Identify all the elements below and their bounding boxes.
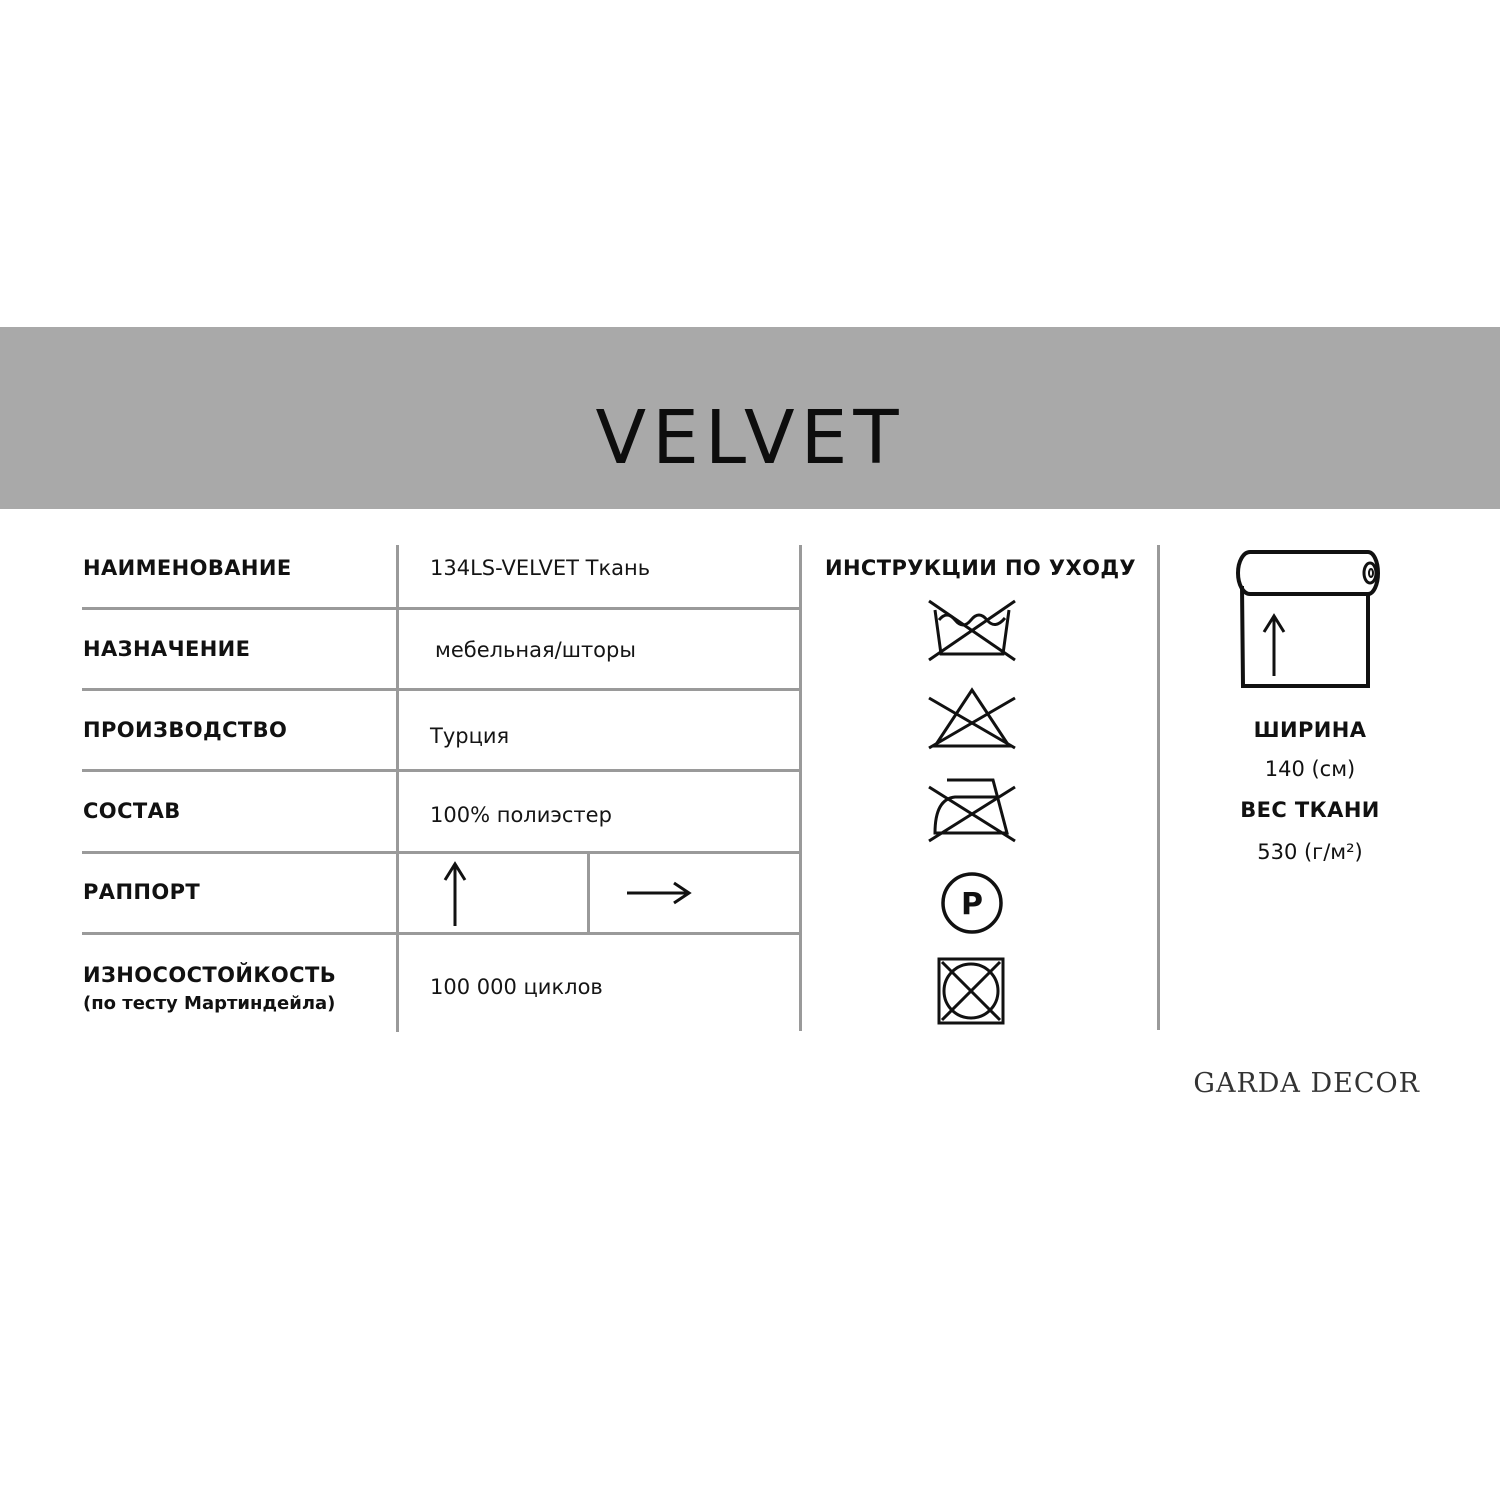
value-name: 134LS-VELVET Ткань xyxy=(430,556,651,580)
row-divider xyxy=(82,851,800,854)
column-divider xyxy=(396,545,399,1032)
label-origin: ПРОИЗВОДСТВО xyxy=(83,718,288,742)
label-name: НАИМЕНОВАНИЕ xyxy=(83,556,292,580)
label-durability: ИЗНОСОСТОЙКОСТЬ xyxy=(83,963,337,987)
weight-label: ВЕС ТКАНИ xyxy=(1240,798,1380,822)
section-divider xyxy=(1157,545,1160,1030)
weight-value: 530 (г/м²) xyxy=(1257,840,1363,864)
dry-clean-p-icon xyxy=(939,870,1005,936)
row-divider xyxy=(82,932,800,935)
row-divider xyxy=(82,769,800,772)
row-divider xyxy=(82,688,800,691)
label-purpose: НАЗНАЧЕНИЕ xyxy=(83,637,251,661)
width-value: 140 (см) xyxy=(1264,757,1356,781)
no-wash-icon xyxy=(925,598,1020,663)
section-divider xyxy=(799,545,802,1031)
arrow-up-icon xyxy=(440,860,470,930)
no-iron-icon xyxy=(925,775,1020,845)
brand-logo: GARDA DECOR xyxy=(1193,1068,1420,1099)
value-composition: 100% полиэстер xyxy=(430,803,612,827)
label-composition: СОСТАВ xyxy=(83,799,181,823)
care-title: ИНСТРУКЦИИ ПО УХОДУ xyxy=(824,556,1137,580)
value-purpose: мебельная/шторы xyxy=(435,638,636,662)
value-durability: 100 000 циклов xyxy=(430,975,603,999)
label-rapport: РАППОРТ xyxy=(83,880,201,904)
value-origin: Турция xyxy=(430,724,510,748)
arrow-right-icon xyxy=(624,878,694,908)
label-durability-note: (по тесту Мартиндейла) xyxy=(83,993,336,1014)
fabric-roll-icon xyxy=(1228,544,1388,694)
width-label: ШИРИНА xyxy=(1253,718,1367,742)
no-tumble-dry-icon xyxy=(936,956,1006,1026)
product-title: VELVET xyxy=(595,395,905,481)
no-bleach-icon xyxy=(925,686,1020,752)
rapport-divider xyxy=(587,853,590,933)
row-divider xyxy=(82,607,800,610)
dry-clean-letter: P xyxy=(961,887,983,922)
